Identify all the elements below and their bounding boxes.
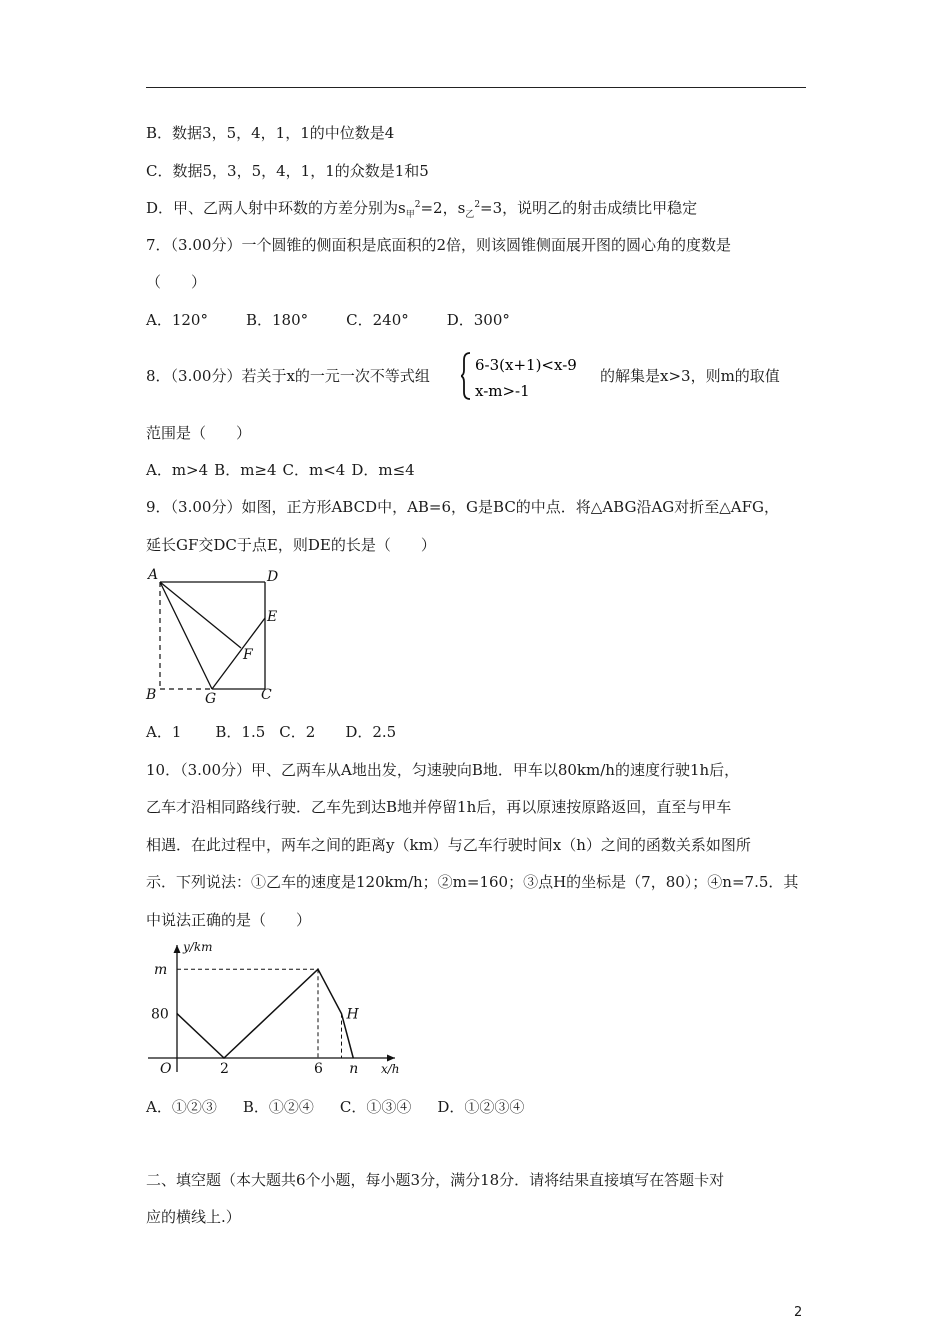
label-f: F <box>243 647 253 663</box>
y-axis-arrow-icon <box>174 945 181 953</box>
q8-option-c: C．m<4 <box>282 461 346 479</box>
segment-af <box>160 582 241 648</box>
q7-option-b: B．180° <box>245 311 309 329</box>
q9-option-d: D．2.5 <box>345 723 397 741</box>
q8-inequality-system <box>461 350 611 402</box>
label-e: E <box>267 609 278 625</box>
q10-option-b: B．①②④ <box>242 1098 314 1116</box>
q6-d-text-2: =2，s <box>420 199 466 217</box>
q10-line1: 10．（3.00分）甲、乙两车从A地出发，匀速驶向B地．甲车以80km/h的速度行驶1h后， <box>146 761 740 779</box>
q9-option-c: C．2 <box>279 723 316 741</box>
q6-d-text-3: =3，说明乙的射击成绩比甲稳定 <box>480 199 698 217</box>
y-tick-80: 80 <box>151 1006 169 1023</box>
q8-stem-line2: 范围是（ ） <box>146 424 252 442</box>
x-axis-label: x/h <box>381 1062 400 1076</box>
q10-option-d: D．①②③④ <box>437 1098 525 1116</box>
q8-inequality-2: x-m>-1 <box>475 382 530 400</box>
x-tick-n: n <box>349 1061 359 1077</box>
y-axis-label: y/km <box>183 940 213 954</box>
q6-d-sup-1: 2 <box>414 200 421 210</box>
x-tick-2: 2 <box>220 1061 229 1077</box>
q9-options <box>146 722 434 742</box>
q7-paren: （ ） <box>146 273 207 291</box>
q10-distance-time-graph <box>140 935 410 1085</box>
q8-stem-pre: 8．（3.00分）若关于x的一元一次不等式组 <box>146 367 430 385</box>
q6-d-text-1: D．甲、乙两人射中环数的方差分别为s <box>146 199 406 217</box>
q8-options <box>146 460 421 480</box>
q10-option-c: C．①③④ <box>339 1098 412 1116</box>
q9-square-figure <box>140 565 290 705</box>
q8-option-d: D．m≤4 <box>351 461 415 479</box>
q10-line4: 示．下列说法：①乙车的速度是120km/h；②m=160；③点H的坐标是（7，80）；④n=7.5．其 <box>146 873 799 891</box>
q7-option-c: C．240° <box>346 311 409 329</box>
q6-d-sub-yi: 乙 <box>465 210 475 220</box>
q6-option-c: C．数据5，3，5，4，1，1的众数是1和5 <box>146 162 429 180</box>
section2-heading-line1: 二、填空题（本大题共6个小题，每小题3分，满分18分．请将结果直接填写在答题卡对 <box>146 1171 725 1189</box>
q8-stem-post: 的解集是x>3，则m的取值 <box>600 367 780 385</box>
q9-stem-line1: 9．（3.00分）如图，正方形ABCD中，AB=6，G是BC的中点．将△ABG沿AG对折至△AFG， <box>146 498 780 516</box>
q6-d-sup-2: 2 <box>474 200 481 210</box>
q9-option-a: A．1 <box>146 723 182 741</box>
label-a: A <box>148 567 159 583</box>
y-tick-m: m <box>154 962 168 979</box>
q8-option-a: A．m>4 <box>146 461 209 479</box>
page-number: 2 <box>794 1305 803 1320</box>
q10-options <box>146 1097 562 1117</box>
q10-line5: 中说法正确的是（ ） <box>146 911 312 929</box>
label-d: D <box>267 569 279 585</box>
header-rule <box>146 87 806 88</box>
q7-option-d: D．300° <box>446 311 510 329</box>
x-axis-arrow-icon <box>387 1055 395 1062</box>
q6-option-b: B．数据3，5，4，1，1的中位数是4 <box>146 124 395 142</box>
q9-stem-line2: 延长GF交DC于点E，则DE的长是（ ） <box>146 536 436 554</box>
q10-option-a: A．①②③ <box>146 1098 217 1116</box>
q8-inequality-1: 6-3(x+1)<x-9 <box>475 356 577 374</box>
q8-option-b: B．m≥4 <box>214 461 277 479</box>
q6-option-d <box>146 198 697 221</box>
x-tick-6: 6 <box>314 1061 323 1077</box>
point-h-label: H <box>346 1006 359 1023</box>
q7-options <box>146 310 548 330</box>
label-c: C <box>261 687 272 703</box>
q10-line2: 乙车才沿相同路线行驶．乙车先到达B地并停留1h后，再以原速按原路返回，直至与甲车 <box>146 798 732 816</box>
q6-d-sub-jia: 甲 <box>405 210 415 220</box>
left-brace-icon <box>461 353 470 399</box>
segment-ag <box>160 582 212 689</box>
label-b: B <box>146 687 157 703</box>
series-line-distance <box>177 969 353 1058</box>
q10-line3: 相遇．在此过程中，两车之间的距离y（km）与乙车行驶时间x（h）之间的函数关系如图所 <box>146 836 751 854</box>
q7-option-a: A．120° <box>146 311 208 329</box>
segment-ge <box>212 618 265 689</box>
q9-option-b: B．1.5 <box>215 723 266 741</box>
label-g: G <box>205 691 217 705</box>
q7-stem: 7．（3.00分）一个圆锥的侧面积是底面积的2倍，则该圆锥侧面展开图的圆心角的度数是 <box>146 236 731 254</box>
x-tick-origin: O <box>160 1061 172 1077</box>
section2-heading-line2: 应的横线上.） <box>146 1208 241 1226</box>
